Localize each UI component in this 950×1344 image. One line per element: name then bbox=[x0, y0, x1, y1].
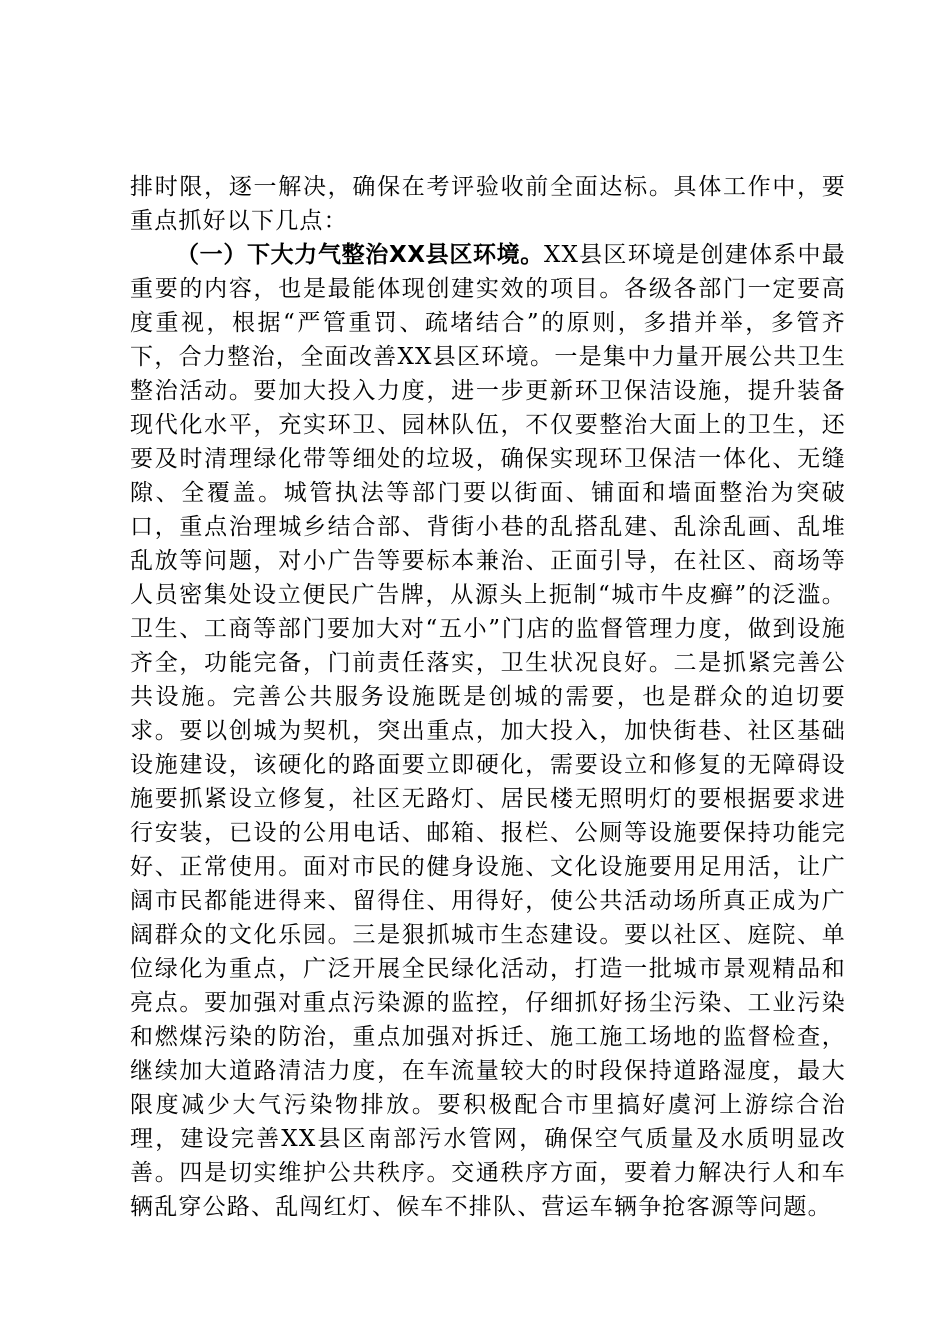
paragraph-intro-text: 排时限，逐一解决，确保在考评验收前全面达标。具体工作中，要重点抓好以下几点： bbox=[130, 174, 846, 234]
section-heading: （一）下大力气整治XX县区环境。 bbox=[176, 242, 544, 268]
body-text bbox=[130, 170, 846, 1224]
paragraph-environment bbox=[130, 238, 846, 1224]
paragraph-environment-text: XX县区环境是创建体系中最重要的内容，也是最能体现创建实效的项目。各级各部门一定要高度重视，根据“严管重罚、疏堵结合”的原则，多措并举，多管齐下，合力整治，全面改善XX县区环境。一是集中力量开展公共卫生整治活动。要加大投入力度，进一步更新环卫保洁设施，提升装备现代化水平，充实环卫、园林队伍，不仅要整治大面上的卫生，还要及时清理绿化带等细处的垃圾，确保实现环卫保洁一体化、无缝隙、全覆盖。城管执法等部门要以街面、铺面和墙面整治为突破口，重点治理城乡结合部、背街小巷的乱搭乱建、乱涂乱画、乱堆乱放等问题，对小广告等要标本兼治、正面引导，在社区、商场等人员密集处设立便民广告牌，从源头上扼制“城市牛皮癣”的泛滥。卫生、工商等部门要加大对“五小”门店的监督管理力度，做到设施齐全，功能完备，门前责任落实，卫生状况良好。二是抓紧完善公共设施。完善公共服务设施既是创城的需要，也是群众的迫切要求。要以创城为契机，突出重点，加大投入，加快街巷、社区基础设施建设，该硬化的路面要立即硬化，需要设立和修复的无障碍设施要抓紧设立修复，社区无路灯、居民楼无照明灯的要根据要求进行安装，已设的公用电话、邮箱、报栏、公厕等设施要保持功能完好、正常使用。面对市民的健身设施、文化设施要用足用活，让广阔市民都能进得来、留得住、用得好，使公共活动场所真正成为广阔群众的文化乐园。三是狠抓城市生态建设。要以社区、庭院、单位绿化为重点，广泛开展全民绿化活动，打造一批城市景观精品和亮点。要加强对重点污染源的监控，仔细抓好扬尘污染、工业污染和燃煤污染的防治，重点加强对拆迁、施工施工场地的监督检查，继续加大道路清洁力度，在车流量较大的时段保持道路湿度，最大限度减少大气污染物排放。要积极配合市里搞好虞河上游综合治理，建设完善XX县区南部污水管网，确保空气质量及水质明显改善。四是切实维护公共秩序。交通秩序方面，要着力解决行人和车辆乱穿公路、乱闯红灯、候车不排队、营运车辆争抢客源等问题。 bbox=[130, 242, 846, 1220]
paragraph-intro bbox=[130, 170, 846, 238]
